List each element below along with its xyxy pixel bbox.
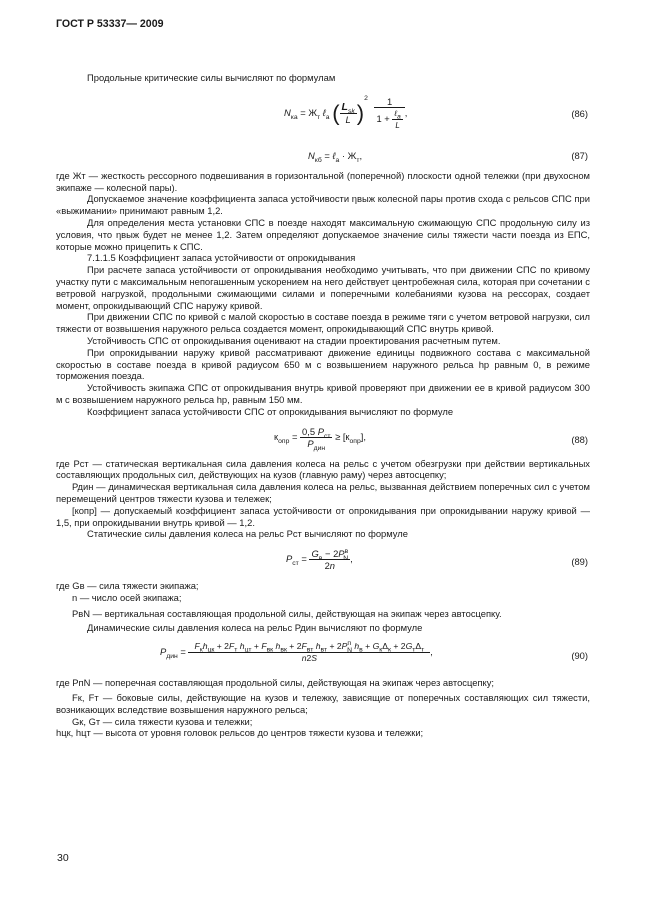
formula-88-expression: $к_{опр}$ = $\frac{0,5 Р_{ст}}{Р_{дин}}$ ≥ $[к_{опр}]$, [274, 425, 366, 452]
paragraph: где Gв — сила тяжести экипажа; [56, 580, 199, 592]
formula-87-expression: $N_{кб}$ = ℓ$_а$ · $Ж_т$, [308, 149, 363, 164]
paragraph: Продольные критические силы вычисляют по формулам [87, 72, 336, 83]
paragraph: Fк, Fт — боковые силы, действующие на кузов и тележку, зависящие от поперечных составляющих сил тяжести, возникающих вследствие возвышения наружного рельса; [56, 692, 590, 715]
page-number: 30 [57, 852, 69, 864]
formula-number: (90) [571, 650, 588, 662]
formula-88 [56, 426, 590, 452]
formula-86-expression: $N_{ка} = Ж_т$ ℓ$_а$ ( $\frac{L_{sk}}{L}$ )$^2$ 1 1 + $\frac{\ell_а}{L}$ , [284, 94, 408, 130]
paragraph: hцк, hцт — высота от уровня головок рельсов до центров тяжести кузова и тележки; [56, 727, 424, 739]
paragraph: где Рст — статическая вертикальная сила давления колеса на рельс с учетом обезгрузки при действии вертикальных составляющих продольных сил, действующих на кузов (главную раму) через автосцепку; [56, 457, 590, 481]
paragraph: Для определения места установки СПС в поезде находят максимальную сжимающую СПС продольную силу из условия, что ηвыж будет не менее 1,2. Затем определяют допускаемое значение силы тяжести части поезда из ЕПС, которые можно прицепить к СПС. [56, 216, 590, 252]
paragraph: Устойчивость экипажа СПС от опрокидывания внутрь кривой проверяют при движении ее в кривой радиусом 300 м с возвышением наружного рельса hр, равным 150 мм. [56, 382, 590, 405]
formula-86 [56, 92, 590, 138]
formula-number: (88) [571, 433, 588, 445]
paragraph: Динамические силы давления колеса на рельс Рдин вычисляют по формуле [87, 621, 423, 633]
formula-89 [56, 548, 590, 574]
paragraph: РвN — вертикальная составляющая продольной силы, действующая на экипаж через автосцепку. [72, 607, 502, 619]
paragraph: Рдин — динамическая вертикальная сила давления колеса на рельс, вызванная действием поперечных сил с учетом перемещений центров тяжести кузова и тележек; [56, 481, 590, 504]
paragraph: Коэффициент запаса устойчивости СПС от опрокидывания вычисляют по формуле [87, 405, 454, 417]
paragraph: Статические силы давления колеса на рельс Рст вычисляют по формуле [87, 528, 408, 540]
paragraph: Устойчивость СПС от опрокидывания оценивают на стадии проектирования расчетным путем. [87, 334, 501, 346]
paragraph: где Жт — жесткость рессорного подвешивания в горизонтальной (поперечной) плоскости одной тележки (при двухосном экипаже — колесной пары). [56, 169, 590, 193]
paragraph: При расчете запаса устойчивости от опрокидывания необходимо учитывать, что при движении СПС по кривому участку пути с максимальным непогашенным ускорением на него действует центробежная сила, которая при сочетании с ветровой нагрузкой, продольными сжимающими силами и поперечными колебаниями кузова на рессорах, создает момент, опрокидывающий СПС наружу кривой. [56, 264, 590, 311]
page-content [56, 72, 590, 739]
formula-87 [56, 148, 590, 164]
formula-90 [56, 641, 590, 669]
paragraph: При движении СПС по кривой с малой скоростью в составе поезда в режиме тяги с учетом ветровой нагрузки, сил тяжести от возвышения наружного рельса создается момент, опрокидывающий СПС внутрь кривой. [56, 311, 590, 335]
formula-number: (89) [571, 556, 588, 568]
formula-number: (86) [571, 107, 588, 119]
paragraph: При опрокидывании наружу кривой рассматривают движение единицы подвижного состава с максимальной скоростью в составе поезда в кривой радиусом 650 м с возвышением наружного рельса hр равным 0, в режиме торможения поезда. [56, 346, 590, 382]
paragraph: Gк, Gт — сила тяжести кузова и тележки; [72, 715, 253, 727]
formula-90-expression: $Р_{дин}$ = $F_кh_{цк} + 2F_т$ $h_{цт} + F_{вк}$ $h_{вк} + 2F_{вт}$ $h_{вт} + 2Р^п_N$ $h_в + G_к\Delta_к + 2G_т\Delta_т$ n2S , [160, 640, 433, 664]
page-header: ГОСТ Р 53337— 2009 [56, 18, 164, 30]
paragraph: [кoпр] — допускаемый коэффициент запаса устойчивости от опрокидывания при опрокидывании наружу кривой — 1,5, при опрокидывании внутрь кривой — 1,2. [56, 504, 590, 528]
section-heading: 7.1.1.5 Коэффициент запаса устойчивости от опрокидывания [87, 252, 356, 264]
paragraph: где РпN — поперечная составляющая продольной силы, действующая на экипаж через автосцепку; [56, 677, 495, 689]
formula-89-expression: $Р_{ст}$ = $\frac{G_в - 2Р^в_N}{2n}$ , [286, 547, 353, 572]
paragraph: n — число осей экипажа; [72, 591, 182, 603]
formula-number: (87) [571, 149, 588, 161]
paragraph: Допускаемое значение коэффициента запаса устойчивости ηвыж колесной пары против схода с рельсов СПС при «выжимании» принимают равным 1,2. [56, 193, 590, 217]
